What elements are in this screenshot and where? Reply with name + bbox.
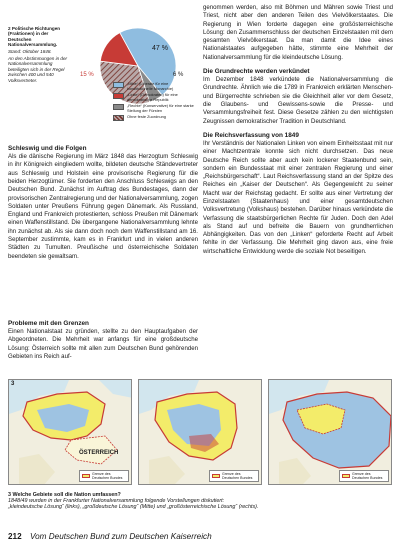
map-legend-label: Grenze des Deutschen Bundes [92,471,123,480]
map-grossoesterreichisch [268,379,392,485]
paragraph-schleswig: Als die dänische Regierung im März 1848 das Herzogtum Schleswig in ihr Königreich eingliedern wollte, bildeten deutsche Ständevertreter aus Schleswig und Holstein eine provisorische Regierung für die beiden Herzogtümer. Sie forderten den Anschluss Schleswigs an den Deutschen Bund. Zunächst im Auftrag des Bundestages, dann der provisorischen Zentralregierung und der Nationalversammlung, zogen Soldaten unter Preußens Führung gegen Dänemark. Als Russland, England und Frankreich protestierten, schloss Preußen mit Dänemark einen Waffenstillstand. Die übergangene Nationalversammlung lehnte ihn zunächst ab. Als sie dann doch noch dem Waffenstillstand am 16. September zustimmte, kam es in Frankfurt und in vielen anderen Städten zu Tumulten. Preußische und österreichische Soldaten beendeten sie gewaltsam. [8,153,198,260]
figure-number: 2 [8,26,11,31]
paragraph-verfassung: Ihr Verständnis der Nationalen Linken von einem Einheitsstaat mit nur einer Machtzentrale konnte sich nicht durchsetzen. Das neue Deutsche Reich sollte aber auch kein lockerer Staatenbund sein, sondern ein Bundesstaat mit einer zentralen Regierung und einer „Reichsbürgerschaft“. Laut Reichsverfassung stand an der Spitze des Reiches ein „Kaiser der Deutschen“. Als Gegengewicht zu seiner Macht war der Reichstag gedacht. Er sollte aus einer Vertretung der Einzelstaaten (Staatenhaus) und einer gesamtdeutschen Volksvertretung (Volkshaus) bestehen. Darüber hinaus verkündete die Verfassung die staatsbürgerlichen Rechte für Juden. Doch den Adel als Stand auf und befreite die Bauern von grundherrlichen Abhängigkeiten. Das von den „Linken“ geforderte Recht auf Arbeit fehlte in der Verfassung. Die Mehrheit ging davon aus, eine freie wirtschaftliche Entwicklung werde die soziale Not beseitigen. [203,140,393,255]
map-legend-label: Grenze des Deutschen Bundes [352,471,383,480]
section-schleswig [8,143,198,261]
legend-label: „Linke“ (Demokraten) für eine demokratische Republik [127,92,178,102]
map-kleindeutsch [8,379,132,485]
pie-legend [113,82,195,123]
paragraph-continued: genommen werden, also mit Böhmen und Mähren sowie Triest und Triest, nicht aber den anderen Teilen des Vielvölkerstaates. Die Regierung in Wien forderte dagegen eine großösterreichische Lösung: den Zusammenschluss der deutschen Einzelstaaten mit dem gesamten Vielvölkerstaat. Da man damit die Idee eines Nationalstaates aufgegeben hätte, stimmte eine Mehrheit der Nationalversammlung für die kleindeutsche Lösung. [203,4,393,61]
legend-swatch-mitte [113,82,124,88]
legend-swatch-linke [113,93,124,99]
heading-schleswig: Schleswig und die Folgen [8,145,87,152]
pie-label-linke: 15 % [80,72,94,78]
heading-grundrechte: Die Grundrechte werden verkündet [203,67,310,75]
heading-grenzen: Probleme mit den Grenzen [8,320,89,327]
map-legend [339,470,389,482]
legend-label: „Rechte“ (Konservative) für eine starke Stellung der Fürsten [127,103,194,113]
figure-3-caption [8,492,392,511]
map-legend-swatch [212,474,220,478]
map-legend-label: Grenze des Deutschen Bundes [222,471,253,480]
figure-3-text: 1848/49 wurden in der Frankfurter Nationalversammlung folgende Vorstellungen diskutiert: [8,498,225,505]
legend-item-mitte [113,82,195,91]
page-footer [8,532,392,542]
right-column [203,4,393,256]
map-legend-swatch [82,474,90,478]
legend-swatch-rechte [113,104,124,110]
map-grossdeutsch [138,379,262,485]
chapter-title: Vom Deutschen Bund zum Deutschen Kaiserreich [29,532,212,541]
paragraph-grenzen: Einen Nationalstaat zu gründen, stellte zu den Hauptaufgaben der Abgeordneten. Die Mehrheit war anfangs für eine großdeutsche Lösung: Österreich sollte mit allen zum Deutschen Bund gehörenden Gebieten ins Reich auf- [8,328,198,361]
figure-date: Stand: Oktober 1848. [8,48,52,54]
maps-row [8,379,392,485]
map-legend-swatch [342,474,350,478]
paragraph-grundrechte: Im Dezember 1848 verkündete die Nationalversammlung die Grundrechte. Ähnlich wie die 1789 in Frankreich erklärten Menschen- und Bürgerrechte schrieben sie die Gleichheit aller vor dem Gesetz, die Glaubens- und Gewissens-sowie die Presse- und Versammlungsfreiheit fest. Diese Gesetze zählen zu den wichtigsten Zeugnissen demokratischer Tradition in Deutschland. [203,76,393,125]
figure-note: An den Abstimmungen in der Nationalversammlung beteiligten sich in der Regel zwischen 400 und 540 Volksvertreter. [8,56,68,83]
figure-title: Politische Richtungen (Fraktionen) in der Deutschen Nationalversammlung. [8,26,61,48]
map-legend [209,470,259,482]
figure-3-text-2: „kleindeutsche Lösung“ (links), „großdeutsche Lösung“ (Mitte) und „großösterreichische Lösung“ (rechts). [8,504,259,511]
figure-3-title: 3 Welche Gebiete soll die Nation umfassen? [8,492,121,498]
pie-label-mitte: 47 % [152,45,168,52]
map-number: 3 [11,381,15,387]
map-legend [79,470,129,482]
legend-item-ohne [113,115,195,121]
pie-label-rechte: 6 % [173,72,184,78]
legend-label: „Mitte“ (Liberale für eine konstitutionelle Monarchie) [127,81,174,91]
figure-2-caption [8,26,70,83]
legend-swatch-ohne [113,115,124,121]
map-label-oesterreich: ÖSTERREICH [79,450,119,456]
section-grenzen [8,318,198,361]
legend-label: Ohne feste Zuordnung [127,114,166,119]
page-number: 212 [8,532,22,541]
legend-item-linke [113,93,195,102]
legend-item-rechte [113,104,195,113]
heading-verfassung: Die Reichsverfassung von 1849 [203,131,299,139]
